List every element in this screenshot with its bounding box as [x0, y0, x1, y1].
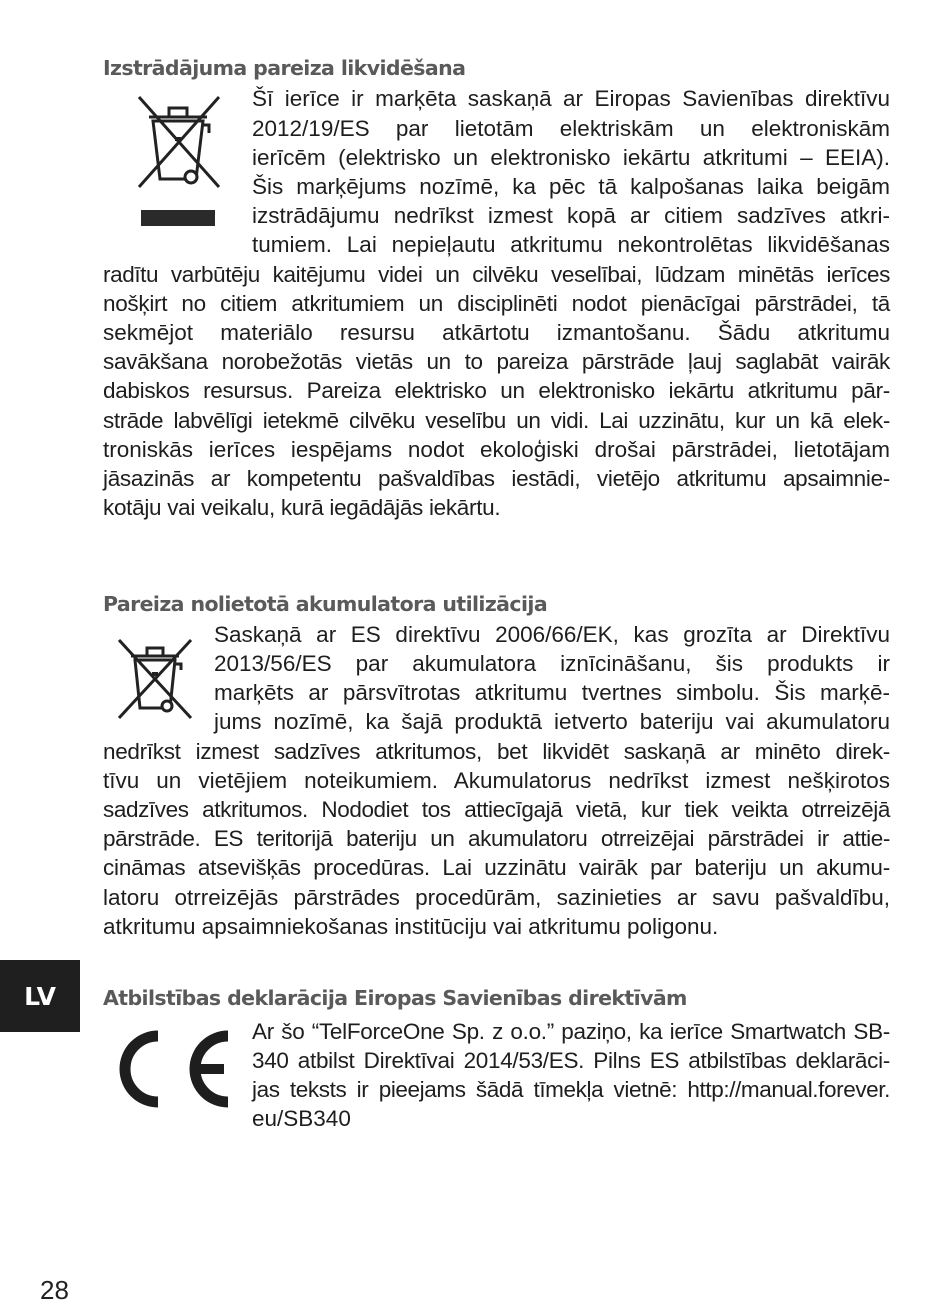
text-line: sekmējot materiālo resursu atkārtotu izmantošanu. Šādu atkritumu [103, 320, 890, 345]
text-line: Ar šo “TelForceOne Sp. z o.o.” paziņo, ka ierīce Smartwatch SB- [252, 1019, 890, 1044]
crossed-out-battery-bin-icon [115, 636, 195, 722]
text-line: latoru otrreizējās pārstrādes procedūrām, sazinieties ar savu pašvaldību, [103, 885, 890, 910]
page-number: 28 [40, 1275, 69, 1305]
text-line: Šis marķējums nozīmē, ka pēc tā kalpošanas laika beigām [252, 174, 890, 199]
text-line: sadzīves atkritumos. Nododiet tos attiecīgajā vietā, kur tiek veikta otrreizējā [103, 797, 890, 822]
text-line: marķēts ar pārsvītrotas atkritumu tvertnes simbolu. Šis marķē- [214, 680, 890, 705]
text-line: tumiem. Lai nepieļautu atkritumu nekontrolētas likvidēšanas [252, 232, 890, 257]
language-tab: LV [0, 960, 80, 1032]
crossed-out-wheelie-bin-icon [133, 93, 223, 229]
text-line: dabiskos resursus. Pareiza elektrisko un elektronisko iekārtu atkritumu pār- [103, 378, 890, 403]
text-line: jas teksts ir pieejams šādā tīmekļa vietnē: http://manual.forever. [252, 1077, 890, 1102]
text-line: eu/SB340 [252, 1106, 351, 1131]
text-line: Saskaņā ar ES direktīvu 2006/66/EK, kas grozīta ar Direktīvu [214, 622, 890, 647]
text-line: jums nozīmē, ka šajā produktā ietverto bateriju vai akumulatoru [214, 709, 890, 734]
text-line: izstrādājumu nedrīkst izmest kopā ar citiem sadzīves atkri- [252, 203, 890, 228]
text-line: troniskās ierīces iespējams nodot ekoloģiski drošai pārstrādei, lietotājam [103, 437, 890, 462]
heading-conformity: Atbilstības deklarācija Eiropas Savienības direktīvām [103, 986, 687, 1010]
ce-mark-icon [106, 1030, 236, 1108]
text-line: nošķirt no citiem atkritumiem un disciplinēti nodot pienācīgai pārstrādei, tā [103, 291, 890, 316]
text-line: 2013/56/ES par akumulatora iznīcināšanu, šis produkts ir [214, 651, 890, 676]
text-line: nedrīkst izmest sadzīves atkritumos, bet likvidēt saskaņā ar minēto direk- [103, 739, 890, 764]
heading-battery: Pareiza nolietotā akumulatora utilizācija [103, 592, 548, 616]
text-line: 2012/19/ES par lietotām elektriskām un elektroniskām [252, 116, 890, 141]
heading-disposal: Izstrādājuma pareiza likvidēšana [103, 56, 466, 80]
text-line: jāsazinās ar kompetentu pašvaldības iestādi, vietējo atkritumu apsaimnie- [103, 466, 890, 491]
text-line: pārstrāde. ES teritorijā bateriju un akumulatoru otrreizējai pārstrādei ir attie- [103, 826, 890, 851]
text-line: 340 atbilst Direktīvai 2014/53/ES. Pilns ES atbilstības deklarāci- [252, 1048, 890, 1073]
text-line: tīvu un vietējiem noteikumiem. Akumulatorus nedrīkst izmest nešķirotos [103, 768, 890, 793]
text-line: kotāju vai veikalu, kurā iegādājās iekārtu. [103, 495, 501, 520]
text-line: savākšana norobežotās vietās un to pareiza pārstrāde ļauj saglabāt vairāk [103, 349, 890, 374]
text-line: Šī ierīce ir marķēta saskaņā ar Eiropas Savienības direktīvu [252, 86, 890, 111]
text-line: strāde labvēlīgi ietekmē cilvēku veselību un vidi. Lai uzzinātu, kur un kā elek- [103, 408, 890, 433]
text-line: ierīcēm (elektrisko un elektronisko iekārtu atkritumi – EEIA). [252, 145, 890, 170]
text-line: radītu varbūtēju kaitējumu videi un cilvēku veselībai, lūdzam minētās ierīces [103, 262, 890, 287]
text-line: cināmas atsevišķās procedūras. Lai uzzinātu vairāk par bateriju un akumu- [103, 855, 890, 880]
text-line: atkritumu apsaimniekošanas institūciju vai atkritumu poligonu. [103, 914, 719, 939]
